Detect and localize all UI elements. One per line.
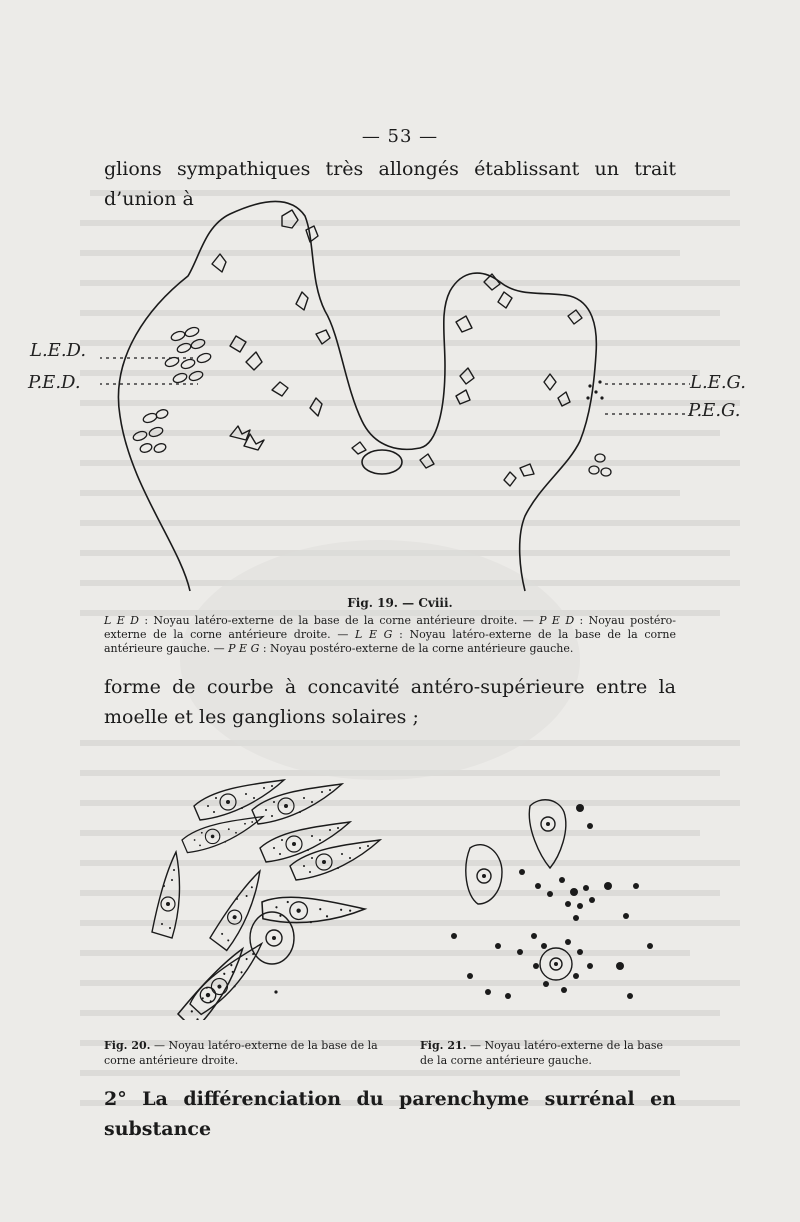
figure-20-label: Fig. 20. (104, 1039, 151, 1052)
figure-20-caption (104, 1038, 402, 1068)
caption-term-peg: P E G (228, 642, 260, 655)
figure-19-drawing (100, 186, 700, 596)
label-leg: L.E.G. (690, 372, 746, 393)
figure-21-caption-text: — Noyau latéro-externe de la base de la corne antérieure gauche. (420, 1039, 664, 1067)
figure-21-caption (420, 1038, 678, 1068)
label-led: L.E.D. (30, 340, 87, 361)
paragraph-middle: forme de courbe à concavité antéro-supérieure entre la moelle et les ganglions solaires ; (104, 676, 676, 728)
page-number: — 53 — (361, 126, 439, 147)
caption-desc-peg: : Noyau postéro-externe de la corne antérieure gauche. (259, 642, 574, 655)
caption-desc-led: : Noyau latéro-externe de la base de la corne antérieure droite. — (138, 614, 540, 627)
caption-term-leg: L E G (355, 628, 393, 641)
figure-20-caption-text: — Noyau latéro-externe de la base de la corne antérieure droite. (104, 1039, 378, 1067)
figure-20-drawing (150, 752, 410, 1020)
label-ped: P.E.D. (28, 372, 81, 393)
paragraph-bottom: 2° La différenciation du parenchyme surrénal en substance (104, 1088, 676, 1140)
caption-desc-ped: : Noyau postéro-externe de la corne antérieure droite. — (104, 614, 676, 641)
figure-19-title: Fig. 19. — Cviii. (347, 596, 453, 610)
caption-desc-leg: : Noyau latéro-externe de la base de la corne antérieure gauche. — (104, 628, 676, 655)
figure-21-drawing (440, 796, 680, 1006)
paragraph-top: glions sympathiques très allongés établissant un trait d’union à (104, 158, 676, 210)
figure-21-label: Fig. 21. (420, 1039, 467, 1052)
figure-19-caption (104, 614, 676, 656)
label-peg: P.E.G. (688, 400, 741, 421)
caption-term-ped: P E D (539, 614, 575, 627)
caption-term-led: L E D (104, 614, 139, 627)
